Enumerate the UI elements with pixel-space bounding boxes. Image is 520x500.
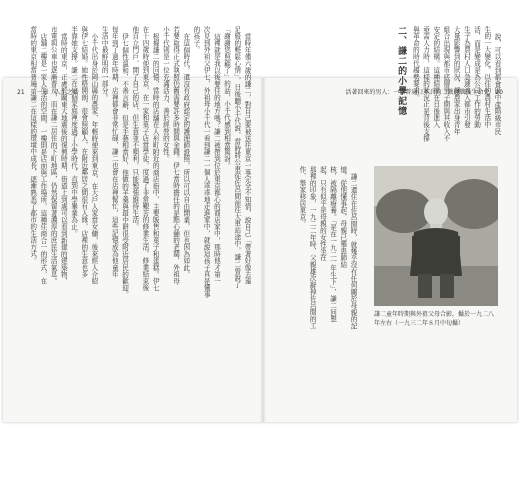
text-line: 店舖二樓是一家人生活的空間，一樓則是店面與工作場所，這種住商合一的形式，在: [38, 32, 47, 285]
text-line: 次見到外祖父伊七，外祖母小千代一看到謙二一個人乖乖地走進家中，就說這孩子真是懂事: [202, 26, 211, 298]
photo-caption: 謙二童年時期與外祖父母合影，攝於一九二八年左右（一九三二年８月中旬攝）: [374, 311, 495, 327]
text-line: 活，而是變成是為公司工作的勞動: [472, 26, 481, 128]
text-line: 根據謙二的回憶，當時的店舖在人形町附近的商店街中，主要販售和菓子和蛋糕。伊七: [151, 32, 160, 291]
text-line: 謙二還住在佐呂間時，就幾乎沒有任何關於母親的記憶，從他懂事起，母親已罹患肺結: [338, 166, 357, 329]
text-line: 這裡就是我以後要住的地方嗎？謙二被帶到位於東京都心的商店家中，那時他才第一: [212, 32, 221, 285]
text-line: 核，被隔離療養。「是在一九二一年生下」，謙二回想起，只有似乎是母親的女性坐在: [318, 166, 337, 323]
text-line: 「謝謝您照顧了」的話，小千代感到相當驚訝。: [222, 26, 231, 169]
page-gutter: [260, 78, 266, 422]
text-line: 足般的輕鬆心情」，日後聽小千代說，當時將公車從佐呂間前往大車站途中，謙二曾說了: [232, 26, 241, 288]
text-line: 伊七個性溫和，不善言辭，但是手藝相當好，他做的羊羹與最中餅很受附近居民的歡迎。: [120, 32, 129, 298]
text-line: 生子為農村人口急遽流入都市引發: [462, 26, 471, 128]
text-line: 組合出現與都市底層男子間與其收入不: [441, 26, 450, 142]
section-heading: 二、謙二的小學記憶: [396, 26, 407, 116]
text-line: 當時的東京，正處於關東大地震後的復興時期，街道上到處可以看到新建的建築物，: [59, 32, 68, 285]
childhood-photo: [374, 166, 498, 306]
text-line: 當時年僅六歲的謙二，對自己要被送往東京一事完全不知情，說自己「帶著好像去遠: [243, 32, 251, 285]
text-line: 在這個時代，還沒有政府認定的護理師證照，所以可以自由開業，但也因為如此，: [181, 32, 190, 278]
text-line: 那裡的印象，一九二二年時，父親雄次辭掉佐呂間的工作，舉家移居東京。: [297, 166, 317, 330]
text-line: 小千代出身於岡山縣的農家，年輕時便來到東京，在大戶人家當女傭，後來經人介紹: [89, 32, 98, 285]
text-line: 市電與公車也逐漸普及，而在謙二居住的下町地區，仍然保留著濃厚的庶民生活氣息。: [49, 26, 58, 285]
text-line: 每年到了過年時期，店裡都會非常忙碌，謙二也會在店裡幫忙，這些記憶成為他童年: [110, 26, 119, 278]
left-page-text: [10, 26, 252, 334]
photo-illustration: [374, 166, 498, 306]
right-page-header: 活著回來的男人：一個普通日本兵的二戰與戰後生命史 20: [345, 89, 503, 96]
right-page-lower-text: [268, 166, 358, 334]
text-line: 在十四歲時便到東京，在一家和菓子店當學徒，度過了非常艱苦的修業生活。修業結束後: [140, 26, 149, 292]
text-line: 半靠她支撐。謙二在這個家庭裡度過了小學時代，直到中學畢業為止。: [69, 26, 78, 237]
text-line: 當時的東京相當普遍。謙二在這樣的環境中成長，逐漸熟悉了都市的生活方式。: [28, 26, 37, 264]
right-page-upper-text: [268, 26, 502, 160]
text-line: 說，可以看到都會區中產階級市民: [493, 32, 501, 135]
text-line: 若要取得正式執照仍舊需要許多時間與金錢。伊七當時擔任的是點心舖的老闆，外祖母: [171, 26, 180, 285]
text-line: 與革命的時代趨勢要求。: [411, 26, 420, 101]
text-line: 的孩子。: [191, 26, 200, 54]
text-line: 他自立門戶，開了自己的店，但生意並不順利，只能勉強維持生活。: [130, 26, 139, 230]
text-line: 小千代則是一位充滿活力、善於經營的女性。: [161, 26, 170, 162]
text-line: 生的一大變化。以往的農村生活中: [482, 26, 491, 128]
text-line: 生活中最鮮明的一部分。: [100, 26, 109, 101]
text-line: 大量影響到的狀況，讓農家出身青年: [452, 26, 461, 135]
text-line: 安定的結構。這種結構在日後進入: [431, 26, 440, 128]
text-line: 亟需人力時，這樣的狀況正是背後支撐: [421, 26, 430, 142]
left-page-header: 21 第一章 人生之始: [17, 89, 79, 96]
text-line: 與伊七結婚。她性格開朗，很會照顧人，在附近鄰居之間很有人緣，店裡的生意也多: [79, 26, 88, 278]
